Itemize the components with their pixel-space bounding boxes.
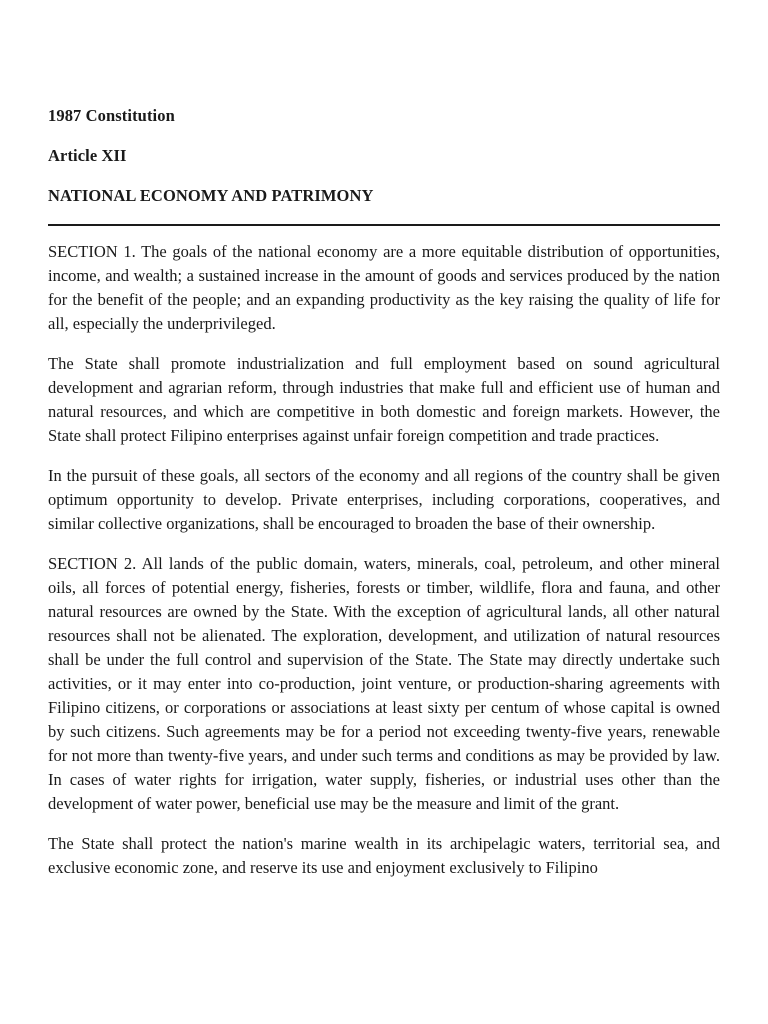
section-1-paragraph: SECTION 1. The goals of the national economy are a more equitable distribution of opportunities, income, and wealth; a sustained increase in the amount of goods and services produced by the nation for the benefit of the people; and an expanding productivity as the key raising the quality of life for all, especially the underprivileged. xyxy=(48,242,720,333)
section-1-paragraph-3: In the pursuit of these goals, all sectors of the economy and all regions of the country shall be given optimum opportunity to develop. Private enterprises, including corporations, cooperatives, and similar collective organizations, shall be encouraged to broaden the base of their ownership. xyxy=(48,466,720,533)
article-number: Article XII xyxy=(48,146,127,165)
article-title: NATIONAL ECONOMY AND PATRIMONY xyxy=(48,186,374,205)
section-2-paragraph-2: The State shall protect the nation's marine wealth in its archipelagic waters, territorial sea, and exclusive economic zone, and reserve its use and enjoyment exclusively to Filipino xyxy=(48,834,720,877)
document-title: 1987 Constitution xyxy=(48,106,175,125)
horizontal-divider xyxy=(48,224,720,226)
section-2-paragraph: SECTION 2. All lands of the public domain, waters, minerals, coal, petroleum, and other mineral oils, all forces of potential energy, fisheries, forests or timber, wildlife, flora and fauna, and other natural resources are owned by the State. With the exception of agricultural lands, all other natural resources shall not be alienated. The exploration, development, and utilization of natural resources shall be under the full control and supervision of the State. The State may directly undertake such activities, or it may enter into co-production, joint venture, or production-sharing agreements with Filipino citizens, or corporations or associations at least sixty per centum of whose capital is owned by such citizens. Such agreements may be for a period not exceeding twenty-five years, renewable for not more than twenty-five years, and under such terms and conditions as may be provided by law. In cases of water rights for irrigation, water supply, fisheries, or industrial uses other than the development of water power, beneficial use may be the measure and limit of the grant. xyxy=(48,554,720,813)
section-1-paragraph-2: The State shall promote industrialization and full employment based on sound agricultural development and agrarian reform, through industries that make full and efficient use of human and natural resources, and which are competitive in both domestic and foreign markets. However, the State shall protect Filipino enterprises against unfair foreign competition and trade practices. xyxy=(48,354,720,445)
